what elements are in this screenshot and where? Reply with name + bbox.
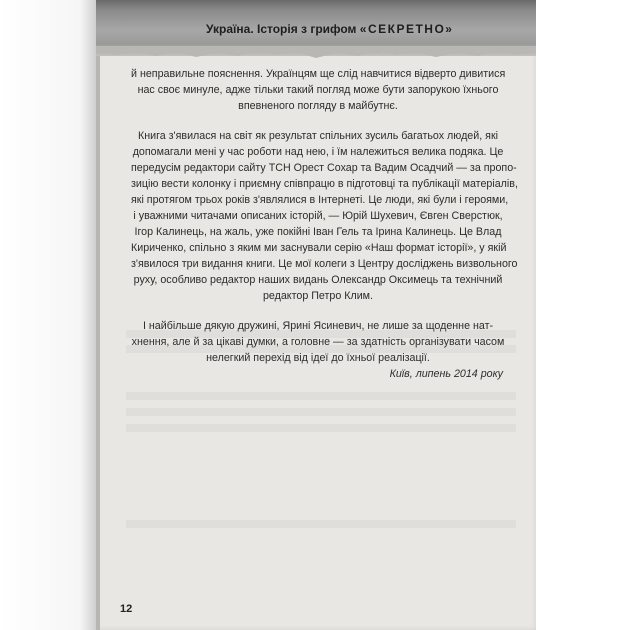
text-line: передусім редактори сайту ТСН Орест Сохар та Вадим Осадчий — за пропо-: [131, 162, 517, 174]
header-title: Україна. Історія з грифом: [206, 22, 360, 36]
text-line: допомагали мені у час роботи над нею, і їм належиться велика подяка. Це: [132, 146, 504, 158]
header-torn-edge: [96, 46, 536, 62]
text-line: Ігор Калинець, на жаль, уже покійні Іван Гель та Ірина Калинець. Це Влад: [134, 226, 502, 238]
text-line: руху, особливо редактор наших видань Олександр Оксимець та технічний: [133, 274, 503, 286]
text-line: які протягом трьох років з'являлися в Інтернеті. Це люди, які були і героями,: [131, 194, 509, 206]
text-line: зицію вести колонку і приємну співпрацю в підготовці та публікації матеріалів,: [131, 178, 518, 190]
paragraph: [131, 66, 505, 114]
text-line: нас своє минуле, адже тільки такий погляд може бути запорукою їхнього: [137, 84, 499, 96]
text-line: Книга з'явилася на світ як результат спільних зусиль багатьох людей, які: [137, 130, 498, 142]
text-line: впевненого погляду в майбутнє.: [238, 100, 398, 112]
header-secret-label: «СЕКРЕТНО»: [359, 22, 454, 36]
text-line: Кириченко, спільно з яким ми заснували серію «Наш формат історії», у якій: [131, 242, 507, 254]
bleed-through-shadow: [126, 392, 516, 400]
scan-background-left: [0, 0, 96, 630]
bleed-through-shadow: [126, 520, 516, 528]
text-line: нелегкий перехід від ідеї до їхньої реалізації.: [206, 352, 430, 364]
page-number: 12: [120, 603, 133, 615]
paragraph: [131, 318, 505, 366]
signature-place-date: Київ, липень 2014 року: [389, 368, 503, 380]
book-page: [96, 0, 536, 630]
body-text: [131, 66, 518, 382]
text-line: з'явилося три видання книги. Це мої колеги з Центру досліджень визвольного: [131, 258, 518, 270]
text-line: й неправильне пояснення. Українцям ще слід навчитися відверто дивитися: [131, 68, 506, 80]
bleed-through-shadow: [126, 408, 516, 416]
paragraph: [131, 128, 518, 304]
text-line: редактор Петро Клим.: [262, 290, 374, 302]
scan-background-right: [536, 0, 630, 630]
running-header: [206, 22, 526, 36]
text-line: хнення, але й за цікаві думки, а головне — за здатність організувати часом: [131, 336, 505, 348]
bleed-through-shadow: [126, 424, 516, 432]
text-line: І найбільше дякую дружині, Ярині Ясиневич, не лише за щоденне нат-: [142, 320, 494, 332]
text-line: і уважними читачами описаних історій, — Юрій Шухевич, Євген Сверстюк,: [133, 210, 503, 222]
page-spine-edge: [96, 0, 100, 630]
